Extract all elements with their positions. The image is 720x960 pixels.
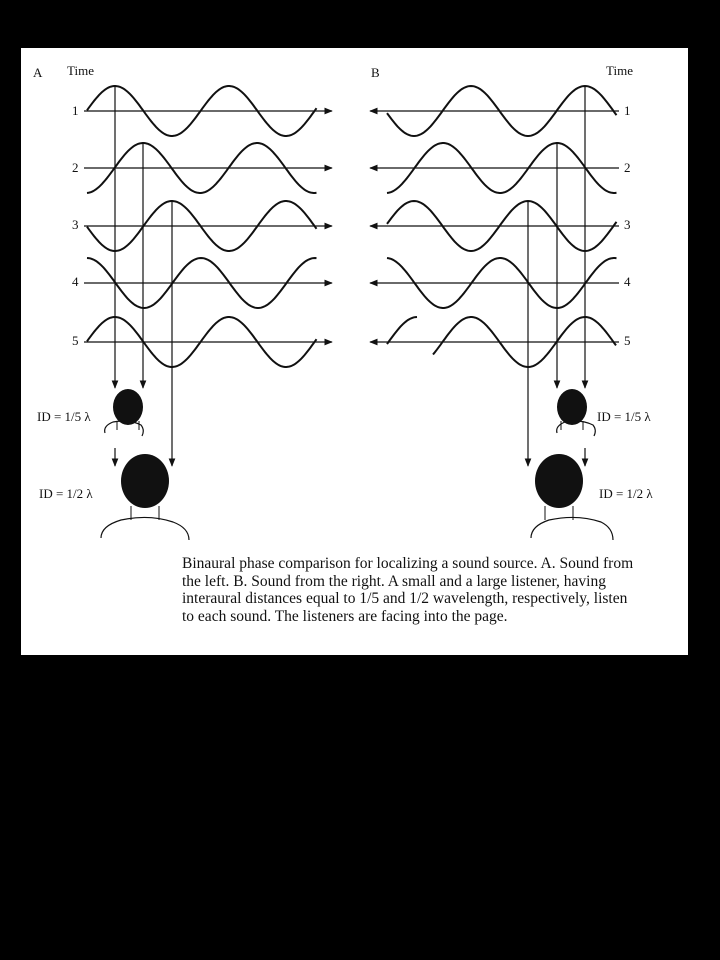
caption-line-4: to each sound. The listeners are facing into the page. bbox=[182, 607, 508, 625]
panel-a-letter: A bbox=[33, 65, 43, 80]
panel-a-small-listener-icon bbox=[105, 389, 144, 436]
panel-b-small-listener-icon bbox=[557, 389, 596, 436]
panel-b-row-label-5: 5 bbox=[624, 333, 631, 348]
panel-b-time-label: Time bbox=[606, 63, 633, 78]
figure-caption bbox=[182, 555, 672, 625]
caption-line-3: interaural distances equal to 1/5 and 1/2 wavelength, respectively, listen bbox=[182, 590, 628, 607]
panel-b-row-label-2: 2 bbox=[624, 160, 631, 175]
panel-a-id-large-label: ID = 1/2 λ bbox=[39, 486, 93, 501]
panel-b-row-label-3: 3 bbox=[624, 217, 631, 232]
panel-b-wave-5-left-fragment bbox=[387, 317, 417, 344]
caption-line-2: the left. B. Sound from the right. A small and a large listener, having bbox=[182, 572, 606, 590]
panel-a-large-listener-icon bbox=[101, 454, 189, 540]
panel-a-time-axes bbox=[84, 111, 332, 342]
panel-a-time-label: Time bbox=[67, 63, 94, 78]
panel-b-row-label-4: 4 bbox=[624, 274, 631, 289]
panel-a-row-label-5: 5 bbox=[72, 333, 79, 348]
panel-a-row-label-3: 3 bbox=[72, 217, 79, 232]
panel-a-id-small-label: ID = 1/5 λ bbox=[37, 409, 91, 424]
figure-panel bbox=[21, 48, 688, 655]
caption-line-1: Binaural phase comparison for localizing a sound source. A. Sound from bbox=[182, 555, 634, 572]
panel-a-row-label-4: 4 bbox=[72, 274, 79, 289]
panel-b-id-large-label: ID = 1/2 λ bbox=[599, 486, 653, 501]
panel-b-letter: B bbox=[371, 65, 380, 80]
panel-b-time-axes bbox=[370, 111, 619, 342]
panel-b-row-label-1: 1 bbox=[624, 103, 631, 118]
panel-b-id-small-label: ID = 1/5 λ bbox=[597, 409, 651, 424]
panel-a-row-label-2: 2 bbox=[72, 160, 79, 175]
panel-a-row-label-1: 1 bbox=[72, 103, 79, 118]
